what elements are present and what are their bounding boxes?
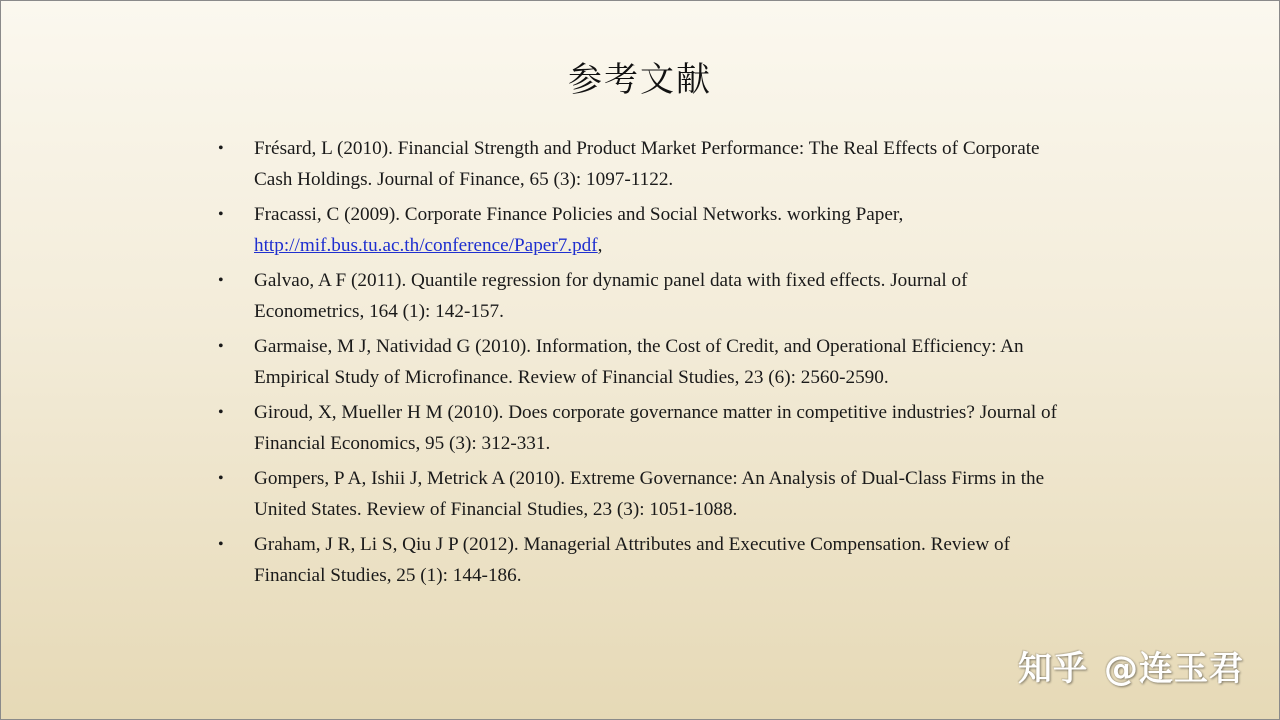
reference-item — [218, 332, 1078, 393]
bullet-icon: • — [218, 536, 224, 553]
reference-item — [218, 266, 1078, 327]
bullet-icon: • — [218, 206, 224, 223]
reference-item — [218, 134, 1078, 195]
watermark-author: @连玉君 — [1104, 649, 1244, 689]
bullet-icon: • — [218, 404, 224, 421]
bullet-icon: • — [218, 470, 224, 487]
reference-item — [218, 200, 1078, 261]
reference-item — [218, 530, 1078, 591]
watermark-site: 知乎 — [1018, 649, 1088, 689]
bullet-icon: • — [218, 140, 224, 157]
reference-list — [218, 134, 1078, 596]
reference-text: Garmaise, M J, Natividad G (2010). Information, the Cost of Credit, and Operational Efficiency: An Empirical Study of Microfinance. Review of Financial Studies, 23 (6): 2560-2590. — [254, 336, 1024, 388]
reference-text: Giroud, X, Mueller H M (2010). Does corporate governance matter in competitive industries? Journal of Financial Economics, 95 (3): 312-331. — [254, 402, 1057, 454]
reference-item — [218, 398, 1078, 459]
watermark — [1018, 641, 1244, 690]
reference-link[interactable]: http://mif.bus.tu.ac.th/conference/Paper7.pdf — [254, 234, 598, 256]
reference-text: Fracassi, C (2009). Corporate Finance Policies and Social Networks. working Paper, — [254, 204, 904, 225]
reference-text: Graham, J R, Li S, Qiu J P (2012). Managerial Attributes and Executive Compensation. Review of Financial Studies, 25 (1): 144-186. — [254, 534, 1010, 586]
slide-title: 参考文献 — [568, 60, 712, 100]
reference-item — [218, 464, 1078, 525]
reference-text: Galvao, A F (2011). Quantile regression for dynamic panel data with fixed effects. Journal of Econometrics, 164 (1): 142-157. — [254, 270, 968, 322]
bullet-icon: • — [218, 338, 224, 355]
reference-text: Gompers, P A, Ishii J, Metrick A (2010). Extreme Governance: An Analysis of Dual-Class Firms in the United States. Review of Financial Studies, 23 (3): 1051-1088. — [254, 468, 1045, 520]
reference-text: Frésard, L (2010). Financial Strength and Product Market Performance: The Real Effects of Corporate Cash Holdings. Journal of Finance, 65 (3): 1097-1122. — [254, 138, 1040, 190]
reference-suffix: , — [597, 234, 603, 256]
bullet-icon: • — [218, 272, 224, 289]
